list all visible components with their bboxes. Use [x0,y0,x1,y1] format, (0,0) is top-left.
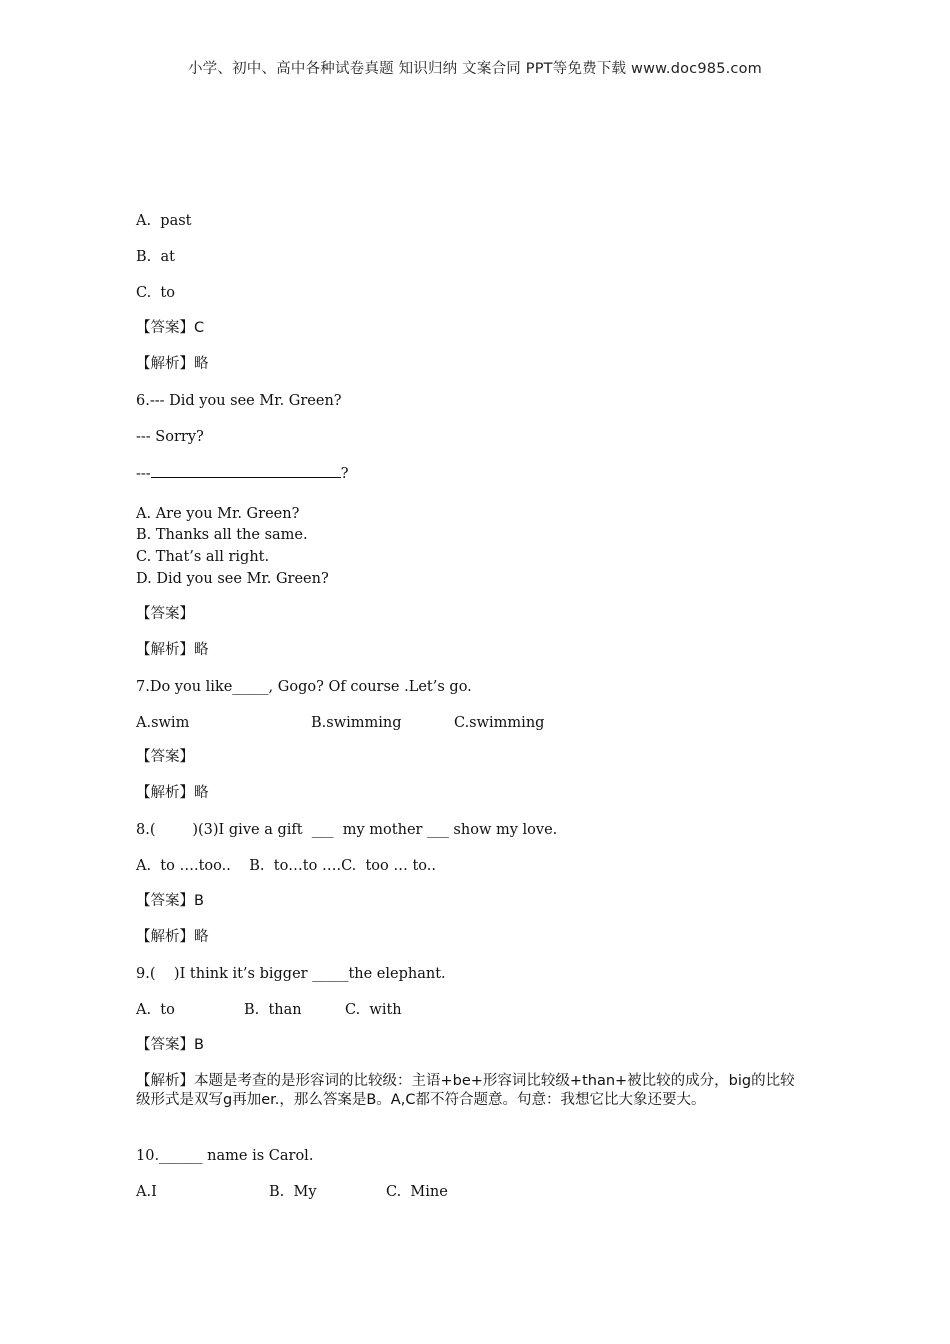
q9-option-b: B. than [244,1002,302,1018]
q7-option-a: A.swim [136,715,190,731]
q7-analysis: 【解析】略 [136,785,209,801]
q9-answer: 【答案】B [136,1037,204,1053]
q6-reply: --- Sorry? [136,429,204,445]
q10-option-a: A.I [136,1184,157,1200]
q6-question: 6.--- Did you see Mr. Green? [136,393,342,409]
q6-option-b: B. Thanks all the same. [136,527,308,543]
q6-blank-suffix: ? [340,466,349,482]
q6-answer: 【答案】 [136,606,194,622]
q10-option-c: C. Mine [386,1184,448,1200]
q6-option-c: C. That’s all right. [136,549,270,565]
q6-answer-blank [151,463,341,478]
q5-option-b: B. at [136,249,175,265]
q8-question: 8.( )(3)I give a gift ___ my mother ___ show my love. [136,822,558,838]
q6-option-d: D. Did you see Mr. Green? [136,571,329,587]
q5-option-a: A. past [136,213,192,229]
q5-option-c: C. to [136,285,175,301]
q10-question: 10.______ name is Carol. [136,1148,314,1164]
q6-option-a: A. Are you Mr. Green? [136,506,300,522]
q9-question: 9.( )I think it’s bigger _____the elephant. [136,966,446,982]
q9-analysis: 【解析】本题是考查的是形容词的比较级：主语+be+形容词比较级+than+被比较的成分，big的比较级形式是双写g再加er.，那么答案是B。A,C都不符合题意。句意：我想它比大象还要大。 [136,1073,795,1108]
q8-answer: 【答案】B [136,893,204,909]
q8-options: A. to ….too.. B. to…to ….C. too … to.. [136,858,437,874]
site-header: 小学、初中、高中各种试卷真题 知识归纳 文案合同 PPT等免费下载 www.doc985.com [187,61,763,77]
q10-option-b: B. My [269,1184,317,1200]
q6-blank-prefix: --- [136,466,151,482]
q9-option-a: A. to [136,1002,175,1018]
q9-option-c: C. with [345,1002,402,1018]
q7-option-b: B.swimming [311,715,402,731]
q8-analysis: 【解析】略 [136,929,209,945]
q7-option-c: C.swimming [454,715,545,731]
q6-analysis: 【解析】略 [136,642,209,658]
q5-answer: 【答案】C [136,320,205,336]
q6-blank-line [136,463,348,483]
q5-analysis: 【解析】略 [136,356,209,372]
q7-answer: 【答案】 [136,749,194,765]
q7-question: 7.Do you like_____, Gogo? Of course .Let’s go. [136,679,472,695]
